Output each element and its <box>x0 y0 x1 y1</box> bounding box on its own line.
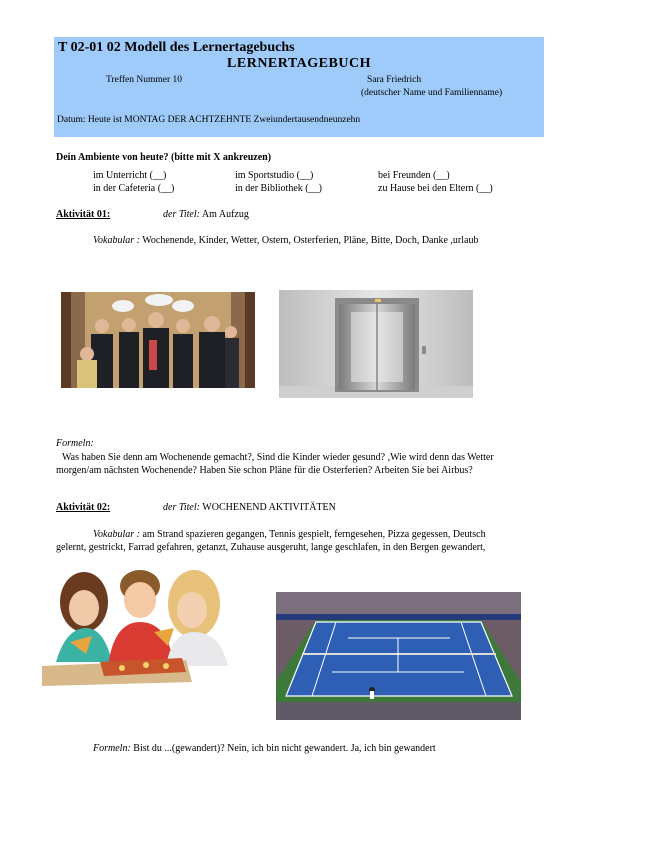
activity2-vocab-line2: gelernt, gestrickt, Farrad gefahren, getanzt, Zuhause ausgeruht, lange geschlafen, in den Bergen gewandert, <box>56 542 486 553</box>
activity2-formeln-label: Formeln: <box>93 743 131 754</box>
activity1-formeln-line2: morgen/am nächsten Wochenende? Haben Sie schon Pläne für die Osterferien? Arbeiten Sie bei Airbus? <box>56 465 473 476</box>
ambiente-option[interactable]: in der Cafeteria (__) <box>93 183 175 194</box>
pizza-friends-illustration <box>42 562 234 686</box>
meeting-number: Treffen Nummer 10 <box>106 75 182 85</box>
activity1-formeln-label: Formeln: <box>56 438 94 449</box>
activity2-title-value: WOCHENEND AKTIVITÄTEN <box>202 502 336 513</box>
activity2-label: Aktivität 02: <box>56 502 111 513</box>
activity1-title-value: Am Aufzug <box>201 209 249 220</box>
document-title: T 02-01 02 Modell des Lernertagebuchs <box>58 40 295 55</box>
activity2-vocab-label: Vokabular : <box>93 529 140 540</box>
activity1-label: Aktivität 01: <box>56 209 111 220</box>
ambiente-question: Dein Ambiente von heute? (bitte mit X ankreuzen) <box>56 152 272 163</box>
date-line: Datum: Heute ist MONTAG DER ACHTZEHNTE Zweiundertausendneunzehn <box>57 115 361 125</box>
name-hint: (deutscher Name und Familienname) <box>361 88 503 98</box>
activity1-vocab <box>93 235 478 246</box>
elevator-illustration <box>279 290 473 398</box>
activity2-formeln <box>93 743 436 754</box>
tennis-court-illustration <box>276 592 521 720</box>
activity1-formeln-line1: Was haben Sie denn am Wochenende gemacht?, Sind die Kinder wieder gesund? ,Wie wird denn das Wetter <box>62 452 494 463</box>
ambiente-option[interactable]: bei Freunden (__) <box>378 170 450 181</box>
activity1-title-label: der Titel: <box>163 209 200 220</box>
tennis-court-photo <box>276 592 521 720</box>
ambiente-option[interactable]: zu Hause bei den Eltern (__) <box>378 183 493 194</box>
activity2-title-label: der Titel: <box>163 502 200 513</box>
elevator-people-photo <box>61 292 255 388</box>
activity2-title <box>163 502 336 513</box>
activity2-formeln-text: Bist du ...(gewandert)? Nein, ich bin nicht gewandert. Ja, ich bin gewandert <box>133 743 436 754</box>
activity2-vocab <box>93 529 486 540</box>
activity2-vocab-line1: am Strand spazieren gegangen, Tennis gespielt, ferngesehen, Pizza gegessen, Deutsch <box>142 529 486 540</box>
header-box <box>54 37 544 137</box>
ambiente-option[interactable]: im Sportstudio (__) <box>235 170 314 181</box>
activity1-vocab-text: Wochenende, Kinder, Wetter, Ostern, Osterferien, Pläne, Bitte, Doch, Danke ,urlaub <box>142 235 479 246</box>
activity1-vocab-label: Vokabular : <box>93 235 140 246</box>
ambiente-option[interactable]: in der Bibliothek (__) <box>235 183 322 194</box>
document-subtitle: LERNERTAGEBUCH <box>227 56 371 71</box>
ambiente-option[interactable]: im Unterricht (__) <box>93 170 167 181</box>
activity1-title <box>163 209 249 220</box>
student-name: Sara Friedrich <box>367 75 422 85</box>
elevator-photo <box>279 290 473 398</box>
pizza-friends-photo <box>42 562 234 686</box>
elevator-people-illustration <box>61 292 255 388</box>
